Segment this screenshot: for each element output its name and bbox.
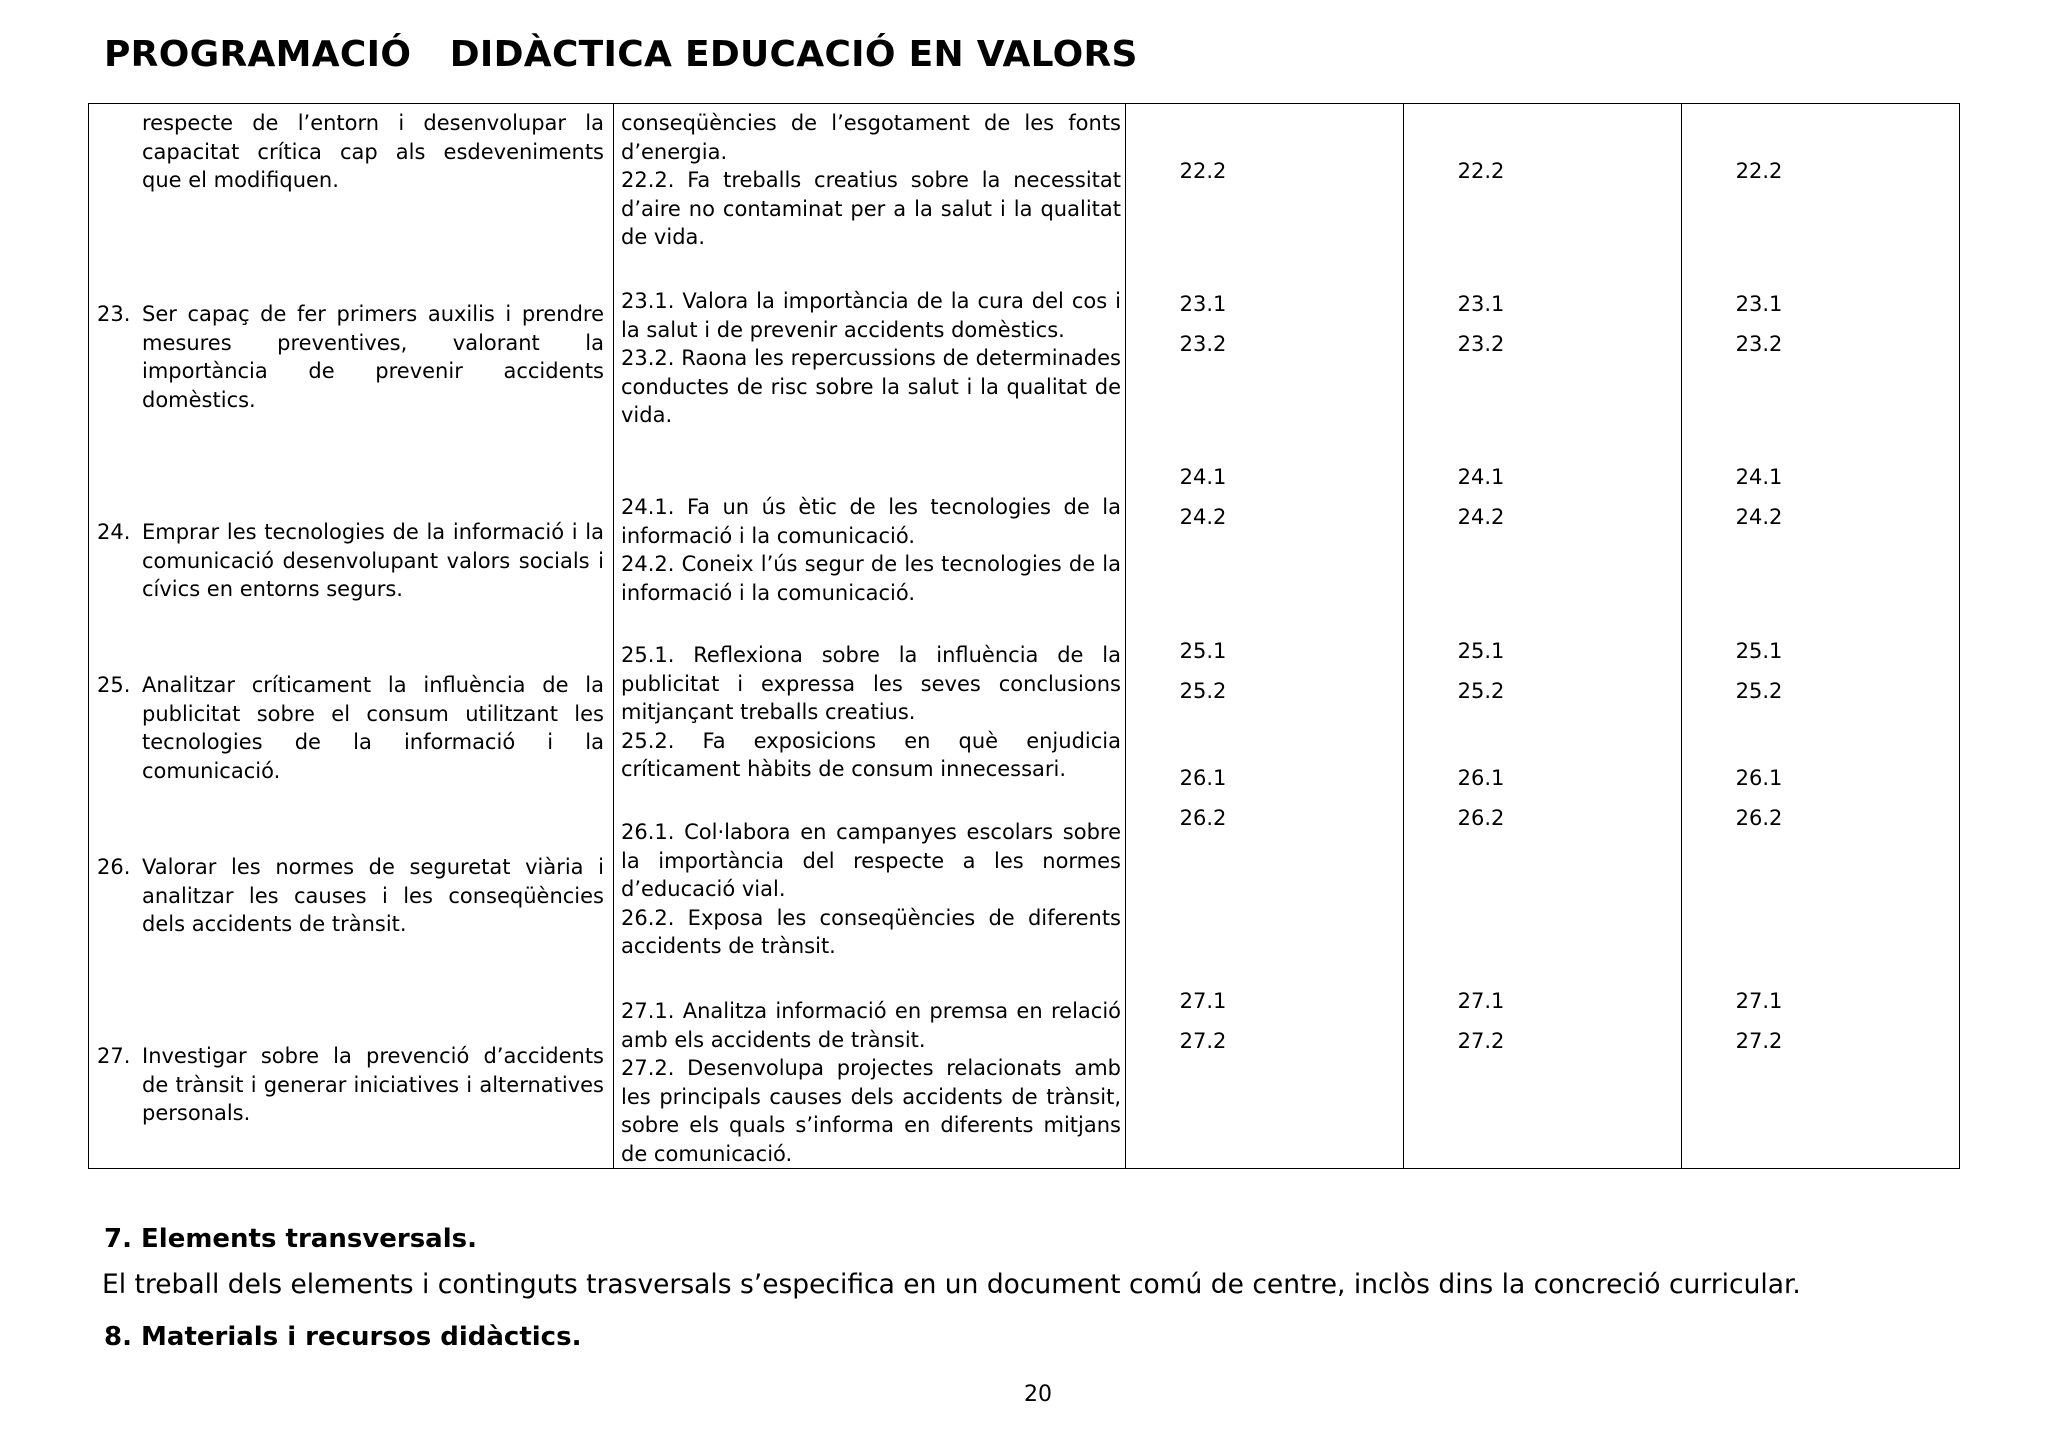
standard-code-col2: 25.1 bbox=[1457, 639, 1505, 663]
standard-code-col1: 25.1 bbox=[1179, 639, 1227, 663]
section-text-7: El treball dels elements i continguts trasversals s’especifica en un document comú de centre, inclòs dins la concreció curricular. bbox=[102, 1269, 1801, 1300]
standard-item: 27.1. Analitza informació en premsa en relació amb els accidents de trànsit. bbox=[621, 999, 1121, 1052]
criterion-number: 24. bbox=[97, 520, 131, 544]
standard-code-col2: 25.2 bbox=[1457, 679, 1505, 703]
standard-code-col2: 27.2 bbox=[1457, 1029, 1505, 1053]
standard-code-col3: 22.2 bbox=[1735, 159, 1783, 183]
standard-code-col2: 23.1 bbox=[1457, 292, 1505, 316]
criterion-text: Investigar sobre la prevenció d’accidents de trànsit i generar iniciatives i alternatives personals. bbox=[142, 1044, 604, 1125]
standard-code-col2: 26.2 bbox=[1457, 806, 1505, 830]
standard-item: 22.2. Fa treballs creatius sobre la necessitat d’aire no contaminat per a la salut i la qualitat de vida. bbox=[621, 168, 1121, 249]
standard-code-col3: 27.1 bbox=[1735, 989, 1783, 1013]
standard-item: 27.2. Desenvolupa projectes relacionats amb les principals causes dels accidents de trànsit, sobre els quals s’informa en diferents mitjans de comunicació. bbox=[621, 1056, 1121, 1166]
column-divider bbox=[613, 104, 614, 1168]
criterion-number: 27. bbox=[97, 1044, 131, 1068]
page-number: 20 bbox=[1024, 1382, 1052, 1407]
criterion-number: 23. bbox=[97, 302, 131, 326]
standard-item: 25.1. Reflexiona sobre la influència de la publicitat i expressa les seves conclusions mitjançant treballs creatius. bbox=[621, 643, 1121, 724]
standard-item: 24.1. Fa un ús ètic de les tecnologies de la informació i la comunicació. bbox=[621, 495, 1121, 548]
standard-code-col3: 23.2 bbox=[1735, 332, 1783, 356]
standards-cell bbox=[621, 493, 1121, 607]
standard-item: 23.2. Raona les repercussions de determinades conductes de risc sobre la salut i la qualitat de vida. bbox=[621, 346, 1121, 427]
standard-code-col1: 23.1 bbox=[1179, 292, 1227, 316]
standard-code-col2: 24.1 bbox=[1457, 465, 1505, 489]
standard-item: 24.2. Coneix l’ús segur de les tecnologies de la informació i la comunicació. bbox=[621, 552, 1121, 605]
standard-code-col3: 25.1 bbox=[1735, 639, 1783, 663]
standards-cell bbox=[621, 997, 1121, 1168]
criterion-text: Analitzar críticament la influència de la publicitat sobre el consum utilitzant les tecnologies de la informació i la comunicació. bbox=[142, 673, 604, 783]
standard-code-col1: 22.2 bbox=[1179, 159, 1227, 183]
standards-cell bbox=[621, 818, 1121, 961]
standard-code-col3: 26.1 bbox=[1735, 766, 1783, 790]
standard-code-col1: 27.1 bbox=[1179, 989, 1227, 1013]
standard-code-col2: 27.1 bbox=[1457, 989, 1505, 1013]
column-divider bbox=[1125, 104, 1126, 1168]
section-heading-7: 7. Elements transversals. bbox=[104, 1224, 477, 1254]
criterion-cell bbox=[97, 853, 604, 939]
standard-code-col2: 22.2 bbox=[1457, 159, 1505, 183]
standard-code-col3: 24.2 bbox=[1735, 505, 1783, 529]
criterion-cell bbox=[97, 1042, 604, 1128]
standard-code-col3: 26.2 bbox=[1735, 806, 1783, 830]
standard-code-col1: 26.2 bbox=[1179, 806, 1227, 830]
criterion-cell bbox=[97, 518, 604, 604]
standard-code-col2: 26.1 bbox=[1457, 766, 1505, 790]
criterion-number: 25. bbox=[97, 673, 131, 697]
standard-code-col1: 24.1 bbox=[1179, 465, 1227, 489]
criterion-text: Emprar les tecnologies de la informació i la comunicació desenvolupant valors socials i cívics en entorns segurs. bbox=[142, 520, 604, 601]
standard-code-col1: 27.2 bbox=[1179, 1029, 1227, 1053]
criterion-cell bbox=[142, 109, 604, 195]
standard-code-col3: 27.2 bbox=[1735, 1029, 1783, 1053]
criterion-cell bbox=[97, 300, 604, 414]
column-divider bbox=[1403, 104, 1404, 1168]
standard-code-col1: 25.2 bbox=[1179, 679, 1227, 703]
standard-code-col3: 24.1 bbox=[1735, 465, 1783, 489]
standards-cell bbox=[621, 109, 1121, 252]
standard-item: 26.1. Col·labora en campanyes escolars sobre la importància del respecte a les normes d’educació vial. bbox=[621, 820, 1121, 901]
criterion-text: Ser capaç de fer primers auxilis i prendre mesures preventives, valorant la importància de prevenir accidents domèstics. bbox=[142, 302, 604, 412]
criterion-number: 26. bbox=[97, 855, 131, 879]
standard-code-col1: 23.2 bbox=[1179, 332, 1227, 356]
standard-code-col2: 24.2 bbox=[1457, 505, 1505, 529]
column-divider bbox=[1681, 104, 1682, 1168]
standard-item: 26.2. Exposa les conseqüències de diferents accidents de trànsit. bbox=[621, 905, 1121, 958]
standard-code-col3: 25.2 bbox=[1735, 679, 1783, 703]
standards-cell bbox=[621, 641, 1121, 784]
standard-item: 25.2. Fa exposicions en què enjudicia críticament hàbits de consum innecessari. bbox=[621, 728, 1121, 781]
standard-item: 23.1. Valora la importància de la cura del cos i la salut i de prevenir accidents domèstics. bbox=[621, 289, 1121, 342]
section-heading-8: 8. Materials i recursos didàctics. bbox=[104, 1322, 582, 1352]
standard-item: conseqüències de l’esgotament de les fonts d’energia. bbox=[621, 111, 1121, 164]
criterion-cell bbox=[97, 671, 604, 785]
standard-code-col1: 26.1 bbox=[1179, 766, 1227, 790]
criterion-text: Valorar les normes de seguretat viària i analitzar les causes i les conseqüències dels accidents de trànsit. bbox=[142, 855, 604, 936]
standard-code-col3: 23.1 bbox=[1735, 292, 1783, 316]
standard-code-col2: 23.2 bbox=[1457, 332, 1505, 356]
standard-code-col1: 24.2 bbox=[1179, 505, 1227, 529]
standards-cell bbox=[621, 287, 1121, 430]
criterion-text: respecte de l’entorn i desenvolupar la capacitat crítica cap als esdeveniments que el modifiquen. bbox=[142, 111, 604, 192]
page-title: PROGRAMACIÓ DIDÀCTICA EDUCACIÓ EN VALORS bbox=[104, 34, 1138, 75]
